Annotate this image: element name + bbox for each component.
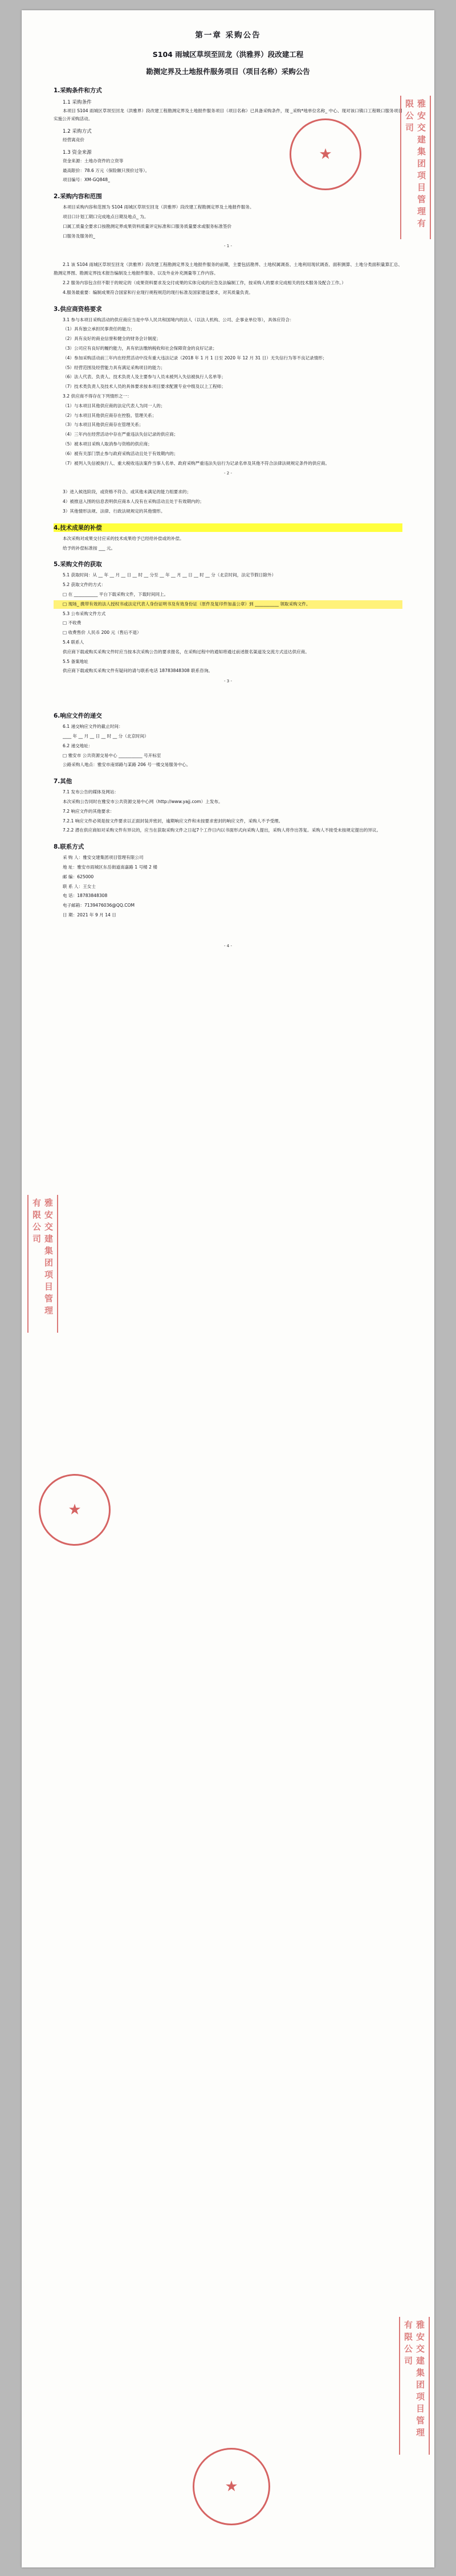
- section-2-quality: 口属工质量全要求口按勘测定界成果资料质量评定标准和口服务质量要求或服务标准签价: [63, 223, 232, 229]
- section-6-1-time: ____ 年 __ 月 __ 日 __ 时 __ 分（北京时间）: [63, 733, 149, 739]
- section-8: [54, 842, 402, 920]
- section-6-2: 6.2 递交地址：: [63, 743, 93, 748]
- section-5-2-onsite: □ 现场_ 携带有效的法人授权书或法定代表人身份证明书及有效身份证（原件及复印件加盖公章）到 ___________ 领取采购文件。: [54, 600, 402, 609]
- section-1-1-heading: 1.1 采购条件: [63, 99, 92, 105]
- section-4-p2: 给予的补偿标准按 ___ 元。: [63, 545, 116, 551]
- section-3-p13: （4）三年内在经营活动中存在严重违法失信记录的供应商；: [63, 432, 178, 437]
- chapter-title: 第一章 采购公告: [195, 31, 261, 40]
- section-2b-p3: 4.服务最重要：编制成果符合国家和行业现行规程规范的现行标准及国家建设要求，对其质量负责。: [63, 289, 253, 295]
- section-5-3-free: □ 不收费: [63, 620, 82, 626]
- section-1-3-maxprice: 最高限价：78.6 万元（保险额只预价过等）。: [63, 167, 150, 173]
- section-5-1: 5.1 获取时间：从 __ 年 __ 月 __ 日 __ 时 __ 分至 __ 年 __ 月 __ 日 __ 时 __ 分（北京时间，法定节假日除外）: [63, 572, 276, 578]
- section-3-p7: （6）法人代表、负责人、技术负责人及主要参与人员未被列入失信被执行人名单等；: [63, 374, 226, 380]
- section-3-p12: （3）与本项目其他供应商存在管理关系；: [63, 422, 144, 428]
- section-1-heading: 1.采购条件和方式: [54, 87, 102, 94]
- section-2-duration: 项目口计划工期口完成地点日期及地点_ 为。: [63, 214, 149, 220]
- section-1-3-projectno: 项目编号：XM-GQ848_: [63, 177, 110, 183]
- section-6-2-addr: □ 雅安市 公共资源交易中心 ___________ 号开标室: [63, 752, 161, 758]
- round-seal-stamp-bottom: [193, 2448, 270, 2525]
- section-1-2-heading: 1.2 采购方式: [63, 129, 92, 135]
- section-3-p1: 3.1 参与本项目采购活动的供应商应当是中华人民共和国境内的法人（以法人机构、公司、企事业单位等），具体应符合：: [63, 317, 294, 322]
- section-5-2: 5.2 获取文件的方式：: [63, 582, 106, 588]
- section-4: [54, 523, 402, 553]
- section-7-2-1: 7.2.1 响应文件必须是按文件要求以正面封装并密封，逾期响应文件和未按要求密封的响应文件，采购人不予受理。: [63, 818, 283, 824]
- section-3-p8: （7）技术类负责人及技术人员的具体要求按本项目要求配置专业中级及以上工程师；: [63, 384, 226, 390]
- contact-purchaser: 采 购 人：雅安交建集团项目管理有限公司: [63, 855, 144, 861]
- section-5: [54, 560, 402, 675]
- section-3-p6: （5）经营范围及经营能力具有满足采购项目的能力；: [63, 365, 165, 370]
- section-2-service: 口服务及服务的_: [63, 233, 95, 239]
- section-7: [54, 777, 402, 835]
- section-3-p3: （2）具有良好的商业信誉和健全的财务会计制度；: [63, 336, 161, 342]
- section-1-3-source: 资金来源：土地办资件的立资等: [63, 158, 124, 163]
- section-3-p5: （4）参加采购活动前三年内在经营活动中没有重大违法记录（2018 年 1 月 1 日至 2020 年 12 月 31 日）无失信行为等不良记录情形；: [63, 355, 327, 361]
- section-6: [54, 711, 402, 769]
- section-5-3-fee: □ 收费售价 人民币 200 元（售后不退）: [63, 630, 141, 636]
- contact-email: 电子邮箱：7139476036@QQ.COM: [63, 903, 135, 908]
- section-7-2: 7.2 响应文件的其他要求：: [63, 808, 115, 814]
- round-seal-stamp-middle: [39, 1474, 111, 1546]
- page-number-1: - 1 -: [224, 244, 232, 249]
- project-title-line2: 勘测定界及土地报件服务项目（项目名称）采购公告: [146, 67, 310, 76]
- section-1-1-text: 本项目 S104 雨城区草坝至回龙（洪雅界）段改建工程勘测定界及土地报件服务项目（项目名称）已具备采购条件，现 _采购*地单位名称_ 中心、现对该口镇口工程吸口服务项目实施公开采购活动。: [54, 108, 402, 122]
- section-4-heading: 4.技术成果的补偿: [54, 523, 402, 532]
- page-number-2: - 2 -: [224, 471, 232, 476]
- section-7-1: 7.1 发布公告的媒体及网站：: [63, 789, 119, 795]
- seal-star-icon-3: ★: [225, 2478, 238, 2495]
- section-3b-p1: 3）进入候选阶段，或资格不符合、或其他未满足的能力组要求的；: [63, 489, 192, 495]
- section-5-5: 5.5 备案地址: [63, 658, 88, 664]
- section-1-2-text: 经营离竞价: [63, 137, 84, 143]
- vertical-seal-stamp-top: 雅安交建集团项目管理有限公司: [400, 96, 431, 239]
- contact-postcode: 邮 编：625000: [63, 874, 94, 879]
- section-6-2-addr2: 公路采购人地点：雅安市南郊路与某路 206 号一楼交易服务中心。: [63, 762, 191, 768]
- contact-phone: 电 话：18783848308: [63, 893, 108, 899]
- section-3-p2: （1）具有独立承担民事责任的能力；: [63, 326, 135, 332]
- contact-person: 联 系 人：王女士: [63, 883, 96, 889]
- section-3-p15: （6）被有关部门禁止参与政府采购活动且处于有效期内的；: [63, 451, 178, 456]
- section-2-heading: 2.采购内容和范围: [54, 193, 102, 200]
- section-7-heading: 7.其他: [54, 778, 72, 785]
- section-3-heading: 3.供应商资格要求: [54, 305, 102, 313]
- section-8-heading: 8.联系方式: [54, 843, 84, 851]
- page-number-4: - 4 -: [224, 943, 232, 948]
- section-3-p14: （5）被本项目采购人取消参与资格的供应商；: [63, 441, 152, 447]
- section-6-heading: 6.响应文件的递交: [54, 712, 102, 720]
- section-3b-p3: 3）其他情形法规、法律、行政法规规定的其他情形。: [63, 509, 165, 514]
- section-5-5-text: 供应商下载或购买采购文件有疑问的请与联系电话 18783848308 联系咨询。: [63, 668, 213, 674]
- vertical-seal-stamp-bottom: 雅安交建集团项目管理有限公司: [399, 2317, 430, 2455]
- section-3: [54, 305, 402, 468]
- page-number-3: - 3 -: [224, 679, 232, 684]
- section-2-scope: 本项目采购内容和范围为 S104 雨城区草坝至回龙（洪雅界）段改建工程勘测定界及土地报件服务。: [63, 204, 254, 210]
- seal-star-icon: ★: [319, 146, 332, 163]
- section-6-1: 6.1 递交响应文件的截止时间：: [63, 724, 123, 730]
- section-2b-p1: 2.1 该 S104 雨城区草坝至回龙（洪雅界）段改建工程勘测定界及土地报件服务的前期，主要包括勘界、土地权属调查、土地利用现状调查、面积测算、土地分类面积量算汇总、勘测定界图、勘测定界技术报告编制及土地报件服务、以及外业补充测量等工作内容。: [54, 262, 402, 276]
- section-2: [54, 192, 402, 240]
- section-5-4: 5.4 联系人: [63, 639, 84, 645]
- project-title-line1: S104 雨城区草坝至回龙（洪雅界）段改建工程: [152, 50, 304, 59]
- section-3b-p2: 4）被推送入围的信息表明供应商本人没有在采购活动且处于有效期内的；: [63, 499, 204, 505]
- contact-address: 地 址：雅安市雨城区东岳街道南嘉路 1 号楼 2 楼: [63, 864, 158, 870]
- section-1: [54, 86, 402, 185]
- seal-star-icon-2: ★: [68, 1501, 82, 1518]
- section-3b: [54, 488, 402, 515]
- section-3-p16: （7）被列入失信被执行人、重大税收违法案件当事人名单、政府采购严重违法失信行为记录名单及其他不符合法律法规规定条件的供应商。: [63, 460, 330, 466]
- vertical-seal-stamp-middle: 雅安交建集团项目管理有限公司: [27, 1195, 58, 1333]
- section-3-p11: （2）与本项目其他供应商存在控股、管理关系；: [63, 412, 157, 418]
- section-5-3: 5.3 公布采购文件方式: [63, 611, 106, 616]
- section-3-p4: （3）公司应有良好的履约能力，具有依法缴纳税收和社会保障资金的良好记录；: [63, 346, 217, 351]
- section-5-heading: 5.采购文件的获取: [54, 561, 102, 568]
- section-5-4-text: 供应商下载或购买采购文件时应当按本次采购公告的要求报名，在采购过程中的通知将通过前述报名渠道及交流方式送达供应商。: [63, 649, 310, 654]
- section-3-p9: 3.2 供应商不得存在下列情形之一：: [63, 394, 132, 399]
- section-4-p1: 本次采购对成果交付应采的技术成果给予已经给补偿或的补偿。: [63, 535, 184, 541]
- document-sheet: [22, 10, 434, 2567]
- section-3-p10: （1）与本项目其他供应商的法定代表人为同一人的；: [63, 403, 165, 408]
- section-7-2-2: 7.2.2 潜在供应商如对采购文件有异议的，应当在获取采购文件之日起7个工作日内以书面形式向采购人提出，采购人将作出答复。采购人不接受未按规定提出的异议。: [63, 828, 381, 833]
- section-1-3-heading: 1.3 资金来源: [63, 149, 92, 155]
- section-5-2-online: □ 在 ___________ 平台下载采购文件，下载时间同上。: [63, 591, 169, 597]
- section-2b-p2: 2.2 服务内容包含但不限于的规定的（成果资料要求及交付成果的实体完成的应急及法编制工作，按采购人的要求完成相关的技术服务及配合工作。）: [63, 280, 346, 286]
- section-2b: [54, 261, 402, 297]
- contact-date: 日 期：2021 年 9 月 14 日: [63, 912, 116, 918]
- section-7-1-site: 本次采购公告同时在雅安市公共资源交易中心网（http://www.yajj.com）上发布。: [63, 798, 223, 804]
